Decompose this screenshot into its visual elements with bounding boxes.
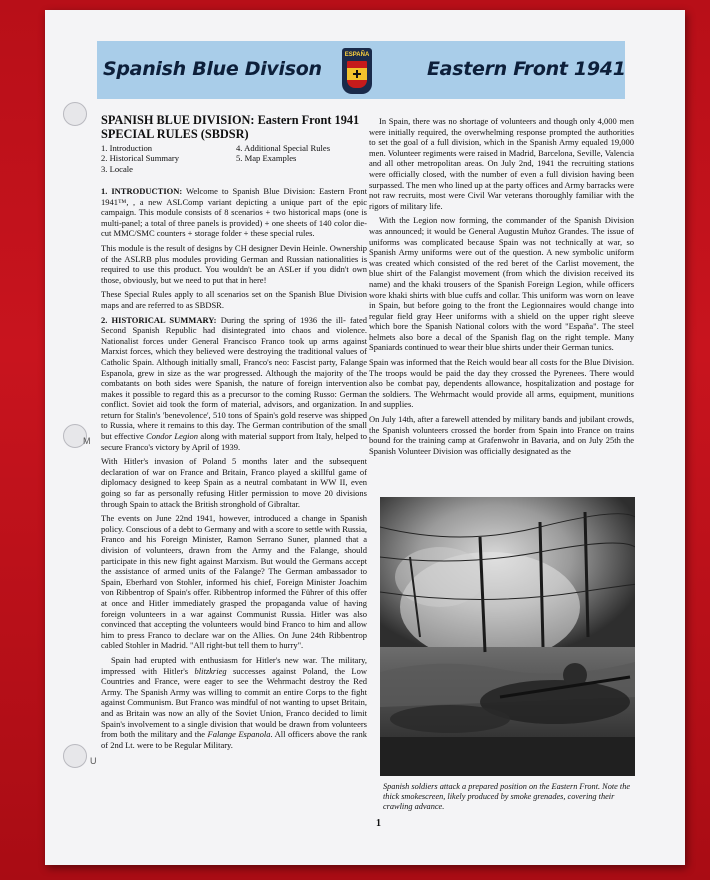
history-text: During the spring of 1936 the ill- fated Second Spanish Republic had disintegrated into chaos and violence. Nationalist forces under General Francisco Franco took up arms against Marxist forces, which they believed were destroying the traditional values of Catholic Spain. Although initially small, Franco's neo: Fascist party, Falange Espanola, grew in size as the war progressed. Although the majority of the combatants on both sides were Spanish, the nature of foreign intervention makes it possible to regard this as a precursor to the coming Russo: German conflict. Soviet aid took the form of material, advisors, and organization. In return for Stalin's 'benevolence', 510 tons of Spain's gold reserve was shipped to Russia, where it remains to this day. The German contribution of the small but effective	[101, 314, 367, 442]
intro-paragraph	[101, 186, 367, 239]
hole-mark-u: U	[90, 756, 97, 766]
p7-text-c: . All officers above the rank of 2nd Lt. were to be Regular Military.	[101, 729, 367, 750]
rules-title-line1: SPANISH BLUE DIVISION: Eastern Front 1941	[101, 113, 360, 127]
history-emphasis: Condor Legion	[146, 431, 199, 442]
left-column	[101, 186, 367, 754]
paragraph: On July 14th, after a farewell attended by military bands and jubilant crowds, the Spanish volunteers crossed the border from Spain into France on trains bound for the training camp at Grafenwohr in Bavaria, and on July 25th the Spanish Volunteer Division was officially designated as the	[369, 414, 634, 456]
toc-item: 5. Map Examples	[236, 153, 297, 164]
paragraph: With the Legion now forming, the commander of the Spanish Division was announced; it would be General Augustin Muñoz Grandes. The issue of uniforms was complicated because Spain was not technically at war, so Spanish Army uniforms were out of the question. A new symbolic uniform was created which consisted of the red beret of the Carlist movement, the blue shirt of the Falangist movement (from which the division received its name) and the khaki trousers of the Spanish Foreign Legion, while officers wore khaki shirts with blue cuffs and collar. This uniform was worn on leave in Spain, but before going to the front the Legionnaires would change into regular field gray Heer uniforms with a shield on the upper right sleeve which bore the Spanish National colors with the word "España". The steel helmets also bore a decal of the Spanish flag on the right temple. Many Spaniards continued to wear their blue shirts under their German tunics.	[369, 215, 634, 353]
punch-hole-bottom	[63, 744, 87, 768]
p7-text-a: Spain had erupted with enthusiasm for Hitler's new war. The military, impressed with Hitler's	[101, 654, 367, 676]
paragraph: The events on June 22nd 1941, however, introduced a change in Spanish policy. Conscious of a debt to Germany and with a score to settle with Russia, Franco and his Foreign Minister, Ramon Serrano Suner, planned that a division of volunteers, drawn from the Army and the Falange, should participate in this new fight against Marxism. But would the Germans accept the assistance of armed units of the Falange? The German ambassador to Spain, Eberhard von Stohler, informed his chief, Foreign Minister Joachim von Ribbentrop of Spain's offer. Ribbentrop informed the Führer of this offer at once and Hitler immediately grasped the propaganda value of having foreign volunteers in a war against Communist Russia. Hitler was also convinced that accepting the volunteers would bind Franco to him and allow him to press Franco to declare war on the Allies. On June 24th Ribbentrop cabled Stohler in Madrid. "All right-but tell them to hurry".	[101, 513, 367, 651]
iron-cross-icon	[353, 70, 361, 78]
toc-left	[101, 143, 179, 174]
photo-caption: Spanish soldiers attack a prepared position on the Eastern Front. Note the thick smokescreen, likely produced by smoke grenades, covering their crawling advance.	[383, 782, 631, 811]
history-paragraph	[101, 315, 367, 453]
p7-text-b: successes against Poland, the Low Countries and France, were eager to see the Wehrmacht destroy the Red Army. The Spanish Army was willing to commit an entire Corps to the fight against Communism. But Franco was mindful of not wanting to upset Britain, and as Britain was now an ally of the Soviet Union, Franco decided to limit Spain's involvement to a single division that would be drawn from volunteers from both the military and the	[101, 665, 367, 740]
banner-title-left: Spanish Blue Divison	[103, 58, 322, 80]
banner-title-right: Eastern Front 1941	[427, 58, 626, 80]
toc-item: 2. Historical Summary	[101, 153, 180, 164]
punch-hole-top	[63, 102, 87, 126]
p7-emphasis-2: Falange Espanola	[207, 729, 271, 740]
toc-right	[236, 143, 330, 164]
right-column	[369, 116, 634, 460]
hole-mark-m: M	[83, 436, 91, 446]
paragraph	[101, 655, 367, 750]
intro-text: Welcome to Spanish Blue Division: Eastern Front 1941™, , a new ASLComp variant depicting a unique part of the epic campaign. This module consists of 8 scenarios + two historical maps (one is multi-panel; a total of three panels is provided) + one sheets of 140 color die-cut MMC/SMC counters + storage folder + these special rules.	[101, 186, 367, 239]
paragraph: In Spain, there was no shortage of volunteers and though only 4,000 men were initially required, the overwhelming response prompted the authorities to set the goal of a full division, which in the Spanish Army equaled 19,000 men. Volunteer regiments were raised in Madrid, Barcelona, Seville, Valencia and all other metropolitan areas. On July 2nd, 1941 the recruiting stations were officially closed, with the number of even a full division having been surpassed. The men who lined up at the party offices and Army barracks were not raw recruits, most were Civil War veterans thoroughly familiar with the rigors of military life.	[369, 116, 634, 211]
p7-emphasis: blitzkrieg	[194, 665, 227, 676]
paragraph: These Special Rules apply to all scenarios set on the Spanish Blue Division maps and are referred to as SBDSR.	[101, 289, 367, 310]
paragraph: This module is the result of designs by CH designer Devin Heinle. Ownership of the ASLRB plus modules providing German and Russian nationalities is required to use this product. You wouldn't be an ASLer if you didn't own those, obviously, but we need to put that in here!	[101, 242, 367, 285]
page-number: 1	[376, 818, 381, 829]
battle-photo	[380, 497, 635, 776]
paragraph: With Hitler's invasion of Poland 5 months later and the subsequent declaration of war on France and Britain, Franco played a skillful game of diplomacy designed to keep Spain as a neutral combatant in WW II, even going so far as personally refusing Hitler permission to move 20 divisions through Spain to attack the British stronghold of Gibraltar.	[101, 456, 367, 509]
paragraph: Spain was informed that the Reich would bear all costs for the Blue Division. The troops would be paid the day they crossed the Pyrenees. There would also be combat pay, dependents allowance, hospitalization and postage for the soldiers. The Wehrmacht would provide all arms, equipment, munitions and supplies.	[369, 357, 634, 410]
intro-heading: 1. INTRODUCTION:	[101, 186, 183, 196]
rules-title-line2: SPECIAL RULES (SBDSR)	[101, 127, 249, 141]
toc-item: 3. Locale	[101, 163, 133, 174]
toc-item: 4. Additional Special Rules	[236, 143, 331, 153]
history-heading: 2. HISTORICAL SUMMARY:	[101, 314, 217, 325]
rules-title	[101, 113, 359, 141]
espana-shield-badge	[342, 48, 372, 94]
badge-label: ESPAÑA	[344, 52, 370, 58]
battle-photo-image	[380, 497, 635, 776]
spanish-flag-icon	[347, 61, 367, 88]
history-tail: along with material support from Italy, helped to secure Franco's victory by April of 1939.	[101, 431, 367, 452]
toc-item: 1. Introduction	[101, 143, 153, 153]
